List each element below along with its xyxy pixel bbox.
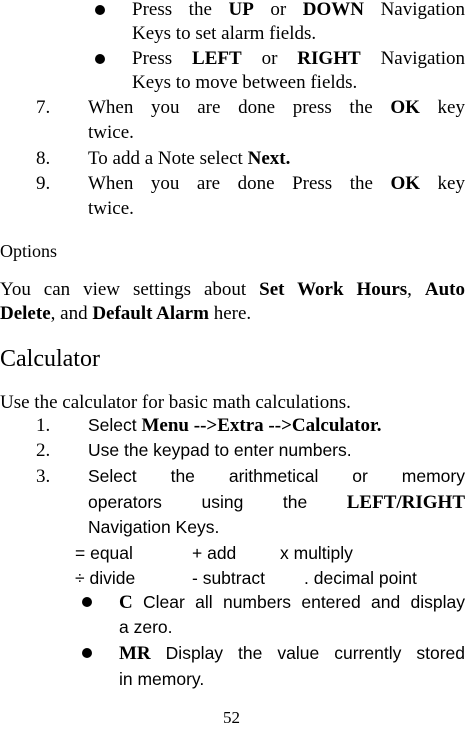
step-number: 9.	[36, 173, 51, 194]
calc-step-3-line3: Navigation Keys.	[88, 517, 220, 537]
step-7-line2: twice.	[88, 122, 134, 143]
op-subtract: - subtract	[192, 568, 265, 588]
bullet-icon	[82, 597, 92, 607]
calc-step-2: Use the keypad to enter numbers.	[88, 440, 352, 460]
op-add: + add	[192, 543, 237, 563]
step-number: 8.	[36, 148, 51, 169]
bullet-left-right-line1: Press LEFT or RIGHT Navigation	[132, 48, 465, 69]
step-number: 3.	[36, 466, 51, 487]
mr-item-line2: in memory.	[119, 669, 205, 689]
step-9-line1: When you are done Press the OK key	[88, 173, 465, 194]
page-number: 52	[223, 708, 240, 727]
op-decimal: . decimal point	[304, 568, 417, 588]
step-number: 1.	[36, 415, 51, 436]
op-multiply: x multiply	[280, 543, 353, 563]
calc-step-1: Select Menu -->Extra -->Calculator.	[88, 415, 382, 436]
options-heading: Options	[0, 241, 58, 261]
c-item-line1: C Clear all numbers entered and display	[119, 592, 465, 613]
calc-step-3-line2: operators using the LEFT/RIGHT	[88, 492, 465, 513]
step-number: 7.	[36, 97, 51, 118]
step-7-line1: When you are done press the OK key	[88, 97, 465, 118]
bullet-up-down-line1: Press the UP or DOWN Navigation	[132, 0, 465, 20]
calculator-heading: Calculator	[0, 346, 100, 372]
op-equal: = equal	[75, 543, 133, 563]
bullet-up-down-line2: Keys to set alarm fields.	[132, 23, 317, 44]
calculator-intro: Use the calculator for basic math calculations.	[0, 392, 351, 413]
step-number: 2.	[36, 440, 51, 461]
mr-item-line1: MR Display the value currently stored	[119, 643, 465, 664]
c-item-line2: a zero.	[119, 617, 173, 637]
op-divide: ÷ divide	[75, 568, 136, 588]
bullet-left-right-line2: Keys to move between fields.	[132, 72, 358, 93]
bullet-icon	[82, 648, 92, 658]
calc-step-3-line1: Select the arithmetical or memory	[88, 466, 465, 486]
bullet-icon	[95, 54, 105, 64]
bullet-icon	[95, 5, 105, 15]
step-9-line2: twice.	[88, 198, 134, 219]
step-8-text: To add a Note select Next.	[88, 148, 291, 169]
options-paragraph-line2: Delete, and Default Alarm here.	[0, 303, 252, 324]
options-paragraph-line1: You can view settings about Set Work Hours, Auto	[0, 279, 465, 300]
